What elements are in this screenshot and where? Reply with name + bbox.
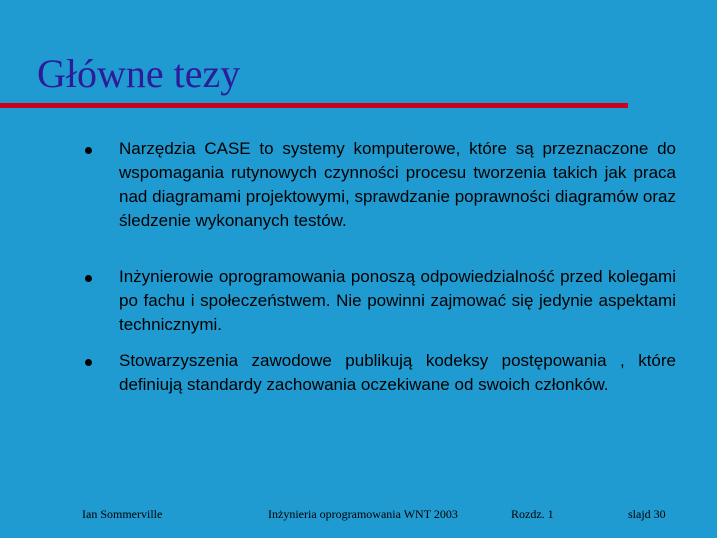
footer-slide-number: slajd 30: [628, 507, 666, 521]
bullet-dot-icon: [85, 359, 92, 366]
title-underline: [0, 103, 628, 108]
footer-author: Ian Sommerville: [82, 507, 163, 521]
bullet-text: Narzędzia CASE to systemy komputerowe, które są przeznaczone do wspomagania rutynowych czynności procesu tworzenia takich jak praca nad diagramami projektowymi, sprawdzanie poprawności diagramów oraz śledzenie wykonanych testów.: [119, 139, 676, 230]
footer-chapter: Rozdz. 1: [511, 507, 554, 521]
bullet-dot-icon: [85, 147, 92, 154]
bullet-dot-icon: [85, 275, 92, 282]
footer-course: Inżynieria oprogramowania WNT 2003: [268, 507, 458, 521]
slide-title: Główne tezy: [37, 51, 241, 96]
bullet-text: Inżynierowie oprogramowania ponoszą odpowiedzialność przed kolegami po fachu i społeczeństwem. Nie powinni zajmować się jedynie aspektami technicznymi.: [119, 267, 676, 334]
bullet-text: Stowarzyszenia zawodowe publikują kodeksy postępowania , które definiują standardy zachowania oczekiwane od swoich członków.: [119, 351, 676, 394]
